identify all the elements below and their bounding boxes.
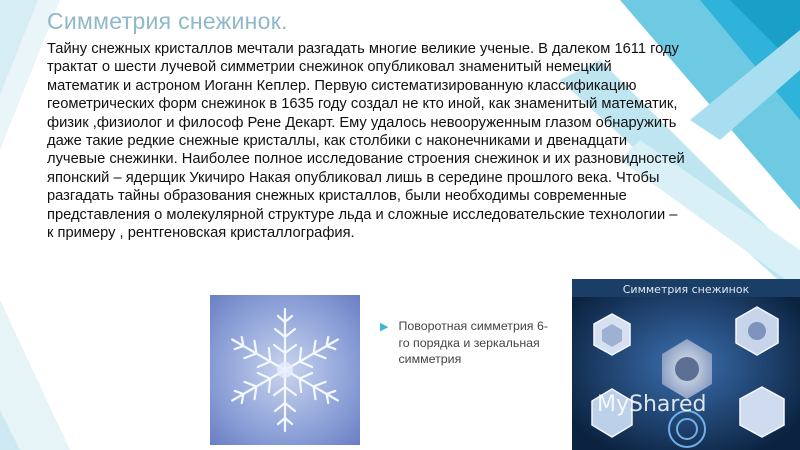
snowflake-collage	[572, 279, 800, 450]
snowflake-photo	[210, 295, 360, 445]
body-paragraph: Тайну снежных кристаллов мечтали разгадать многие великие ученые. В далеком 1611 году трактат о шести лучевой симметрии снежинок опубликовал знаменитый немецкий математик и астроном Иоганн Кеплер. Первую систематизированную классификацию геометрических форм снежинок в 1635 году создал не кто иной, как знаменитый математик, физик ,физиолог и философ Рене Декарт. Ему удалось невооруженным глазом обнаружить даже такие редкие снежные кристаллы, как столбики с наконечниками и двенадцати лучевые снежинки. Наиболее полное исследование строения снежинок и их разновидностей японский – ядерщик Укичиро Накая опубликовал лишь в середине прошлого века. Чтобы разгадать тайны образования снежных кристаллов, были необходимы современные представления о молекулярной структуре льда и сложные исследовательские технологии – к примеру , рентгеновская кристаллография.	[47, 41, 685, 242]
bullet-item	[380, 318, 555, 368]
arrow-bullet-icon: ▶	[380, 321, 389, 333]
watermark-text: MyShared	[597, 392, 707, 417]
collage-title: Симметрия снежинок	[622, 283, 750, 296]
slide-title: Симметрия снежинок.	[47, 8, 288, 34]
bullet-text: Поворотная симметрия 6-го порядка и зеркальная симметрия	[398, 319, 548, 366]
